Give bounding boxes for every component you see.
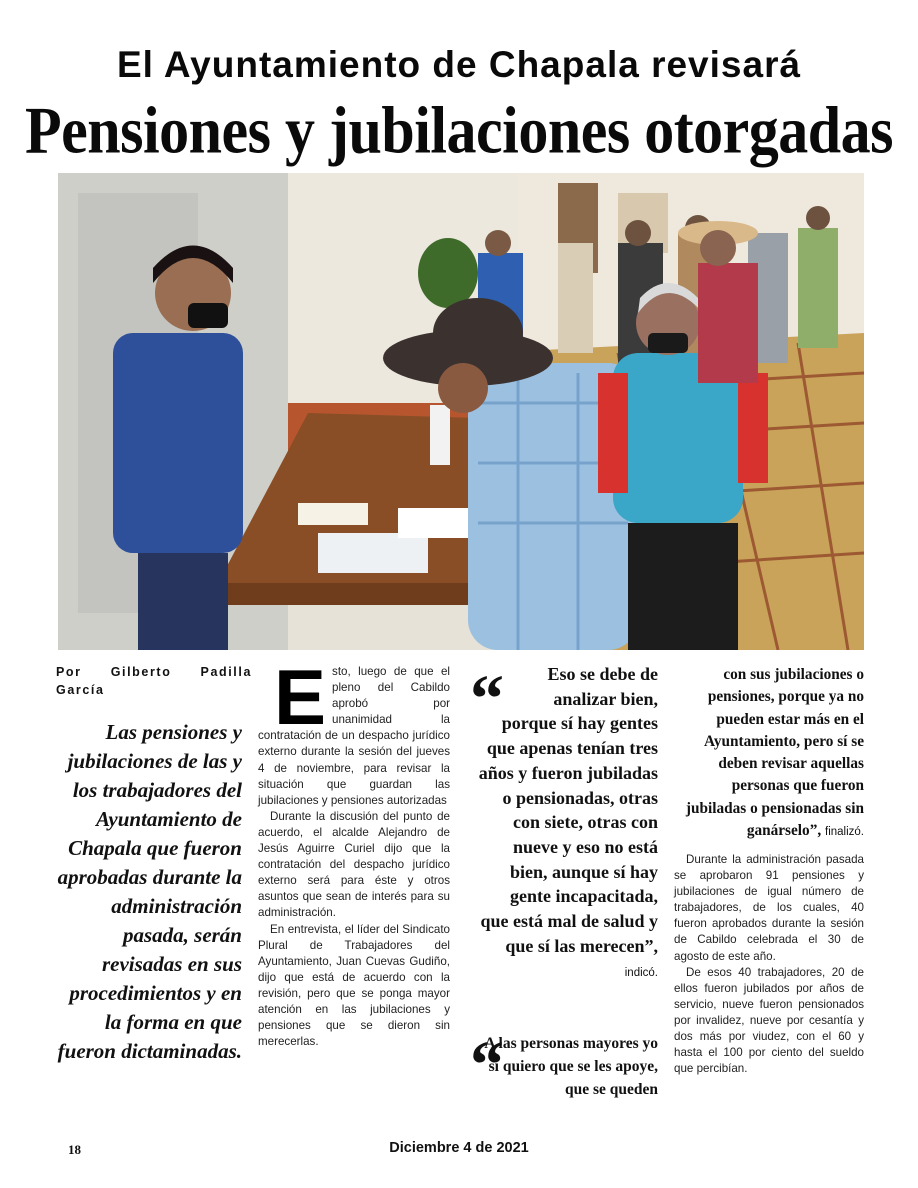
pull-quote-text: porque sí hay gentes que apenas tenían tres años y fueron jubiladas o pensionadas, otras con siete, otras con nueve y eso no está bien, aunque sí hay gente incapacitada, que está mal de salud y que sí las merecen”, xyxy=(478,713,658,956)
article-paragraph: En entrevista, el líder del Sindicato Plural de Trabajadores del Ayuntamiento, Juan Cuevas Gudiño, dijo que está de acuerdo con la revisión, pero que se ponga mayor atención en las jubilaciones y pensiones que se dieron sin merecerlas. xyxy=(258,922,450,1049)
article-paragraph xyxy=(258,653,450,809)
quote-continuation-credit: finalizó. xyxy=(825,826,864,839)
pull-quote-1 xyxy=(478,662,658,986)
news-photo-icon xyxy=(58,173,864,650)
byline: Por Gilberto Padilla García xyxy=(56,665,252,697)
quote-mark-icon: “ xyxy=(470,1026,504,1102)
issue-date: Diciembre 4 de 2021 xyxy=(389,1140,529,1156)
article-paragraph: Durante la administración pasada se aprobaron 91 pensiones y jubilaciones de igual número de trabajadores, de los cuales, 40 fueron aprobados durante la sesión de Cabildo celebrada el 30 de agosto de este año. xyxy=(674,853,864,963)
page-number: 18 xyxy=(68,1142,81,1157)
pull-quote-credit: indicó. xyxy=(624,967,658,980)
kicker-headline: El Ayuntamiento de Chapala revisará xyxy=(116,44,802,85)
article-paragraph: De esos 40 trabajadores, 20 de ellos fueron jubilados por años de servicio, nueve fueron pensionados por invalidez, nueve por cesantía y dos más por viudez, con el 60 y hasta el 100 por ciento del sueldo que percibían. xyxy=(674,965,864,1076)
quote-continuation-text: con sus jubilaciones o pensiones, porque ya no pueden estar más en el Ayuntamiento, pero sí se deben revisar aquellas personas que fueron jubiladas o pensionadas sin ganárselo”, xyxy=(685,666,864,840)
article-paragraph: Durante la discusión del punto de acuerdo, el alcalde Alejandro de Jesús Aguirre Curiel dijo que la contratación del despacho jurídico externo será para éste y otros asuntos que sean de interés para su administración. xyxy=(258,809,450,920)
drop-cap: E xyxy=(274,653,327,741)
lead-paragraph: Las pensiones y jubilaciones de las y los trabajadores del Ayuntamiento de Chapala que fueron aprobadas durante la administración pasada, serán revisadas en sus procedimientos y en la forma en que fueron dictaminadas. xyxy=(57,720,242,1063)
article-column-1 xyxy=(258,653,450,1050)
pull-quote-text: A las personas mayores yo sí quiero que se les apoye, que se queden xyxy=(484,1035,658,1098)
news-photo xyxy=(58,173,864,650)
quote-mark-icon: “ xyxy=(470,660,504,736)
article-column-2 xyxy=(674,852,864,1077)
article-paragraph-text: sto, luego de que el pleno del Cabildo aprobó por unanimidad la contratación de un despacho jurídico externo durante la sesión del jueves 4 de noviembre, para revisar la situación que guardan las jubilaciones y pensiones autorizadas xyxy=(258,665,450,807)
main-headline: Pensiones y jubilaciones otorgadas xyxy=(24,93,894,168)
pull-quote-2 xyxy=(478,1032,658,1101)
quote-continuation xyxy=(672,664,864,843)
pull-quote-lead-in: Eso se debe de analizar bien, xyxy=(547,664,658,709)
